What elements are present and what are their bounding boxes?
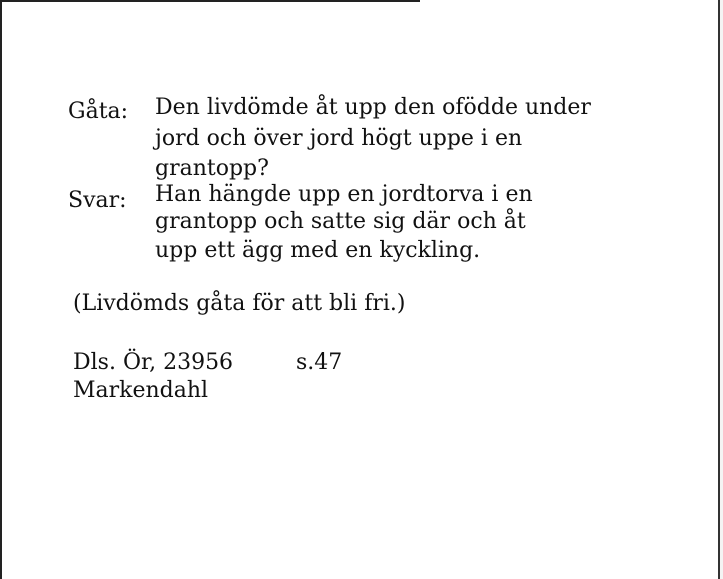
archive-source: Dls. Ör, 23956: [73, 350, 234, 375]
question-label: Gåta:: [68, 99, 129, 124]
card-edge-top: [0, 0, 420, 2]
archive-page: s.47: [296, 350, 343, 375]
question-line-1: Den livdömde åt upp den ofödde under: [155, 95, 591, 120]
answer-label: Svar:: [68, 188, 127, 213]
question-line-2: jord och över jord högt uppe i en: [155, 126, 523, 151]
answer-line-3: upp ett ägg med en kyckling.: [155, 238, 481, 263]
card-edge-left: [0, 0, 2, 579]
riddle-note: (Livdömds gåta för att bli fri.): [73, 291, 406, 316]
card-edge-right: [718, 0, 720, 579]
answer-line-1: Han hängde upp en jordtorva i en: [155, 182, 533, 207]
answer-line-2: grantopp och satte sig där och åt: [155, 209, 526, 234]
collector-name: Markendahl: [73, 378, 209, 403]
question-line-3: grantopp?: [155, 156, 269, 181]
